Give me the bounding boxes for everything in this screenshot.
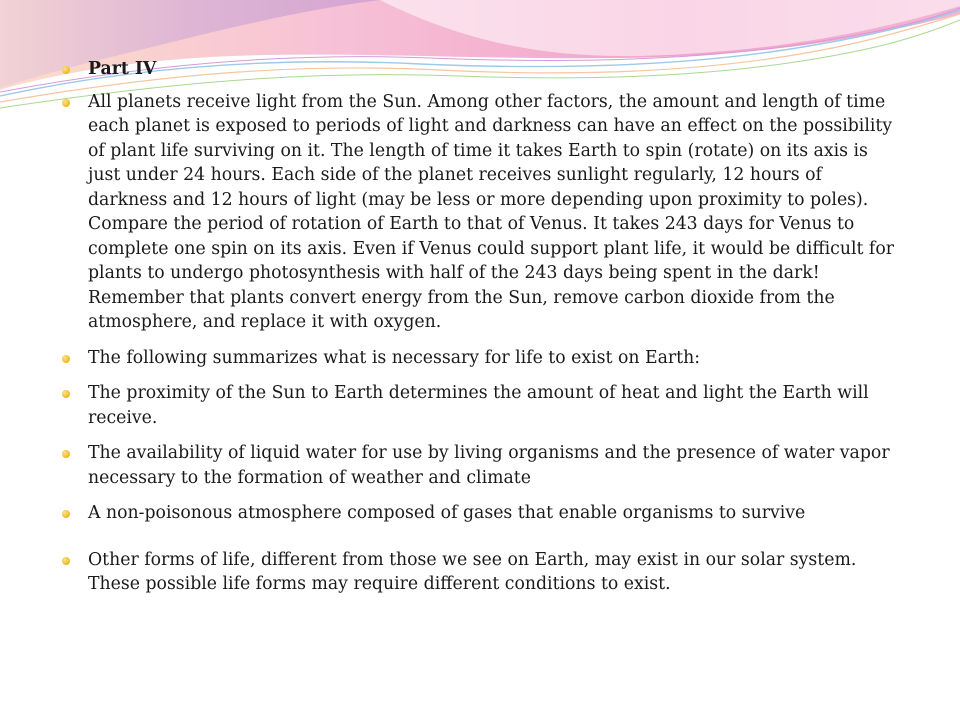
bullet-dot-icon — [62, 390, 70, 398]
bullet-text: The availability of liquid water for use by living organisms and the presence of water vapor necessary to the formation of weather and climate — [88, 443, 890, 488]
slide-body — [62, 57, 902, 608]
part-title: Part IV — [88, 59, 157, 79]
bullet-text: A non-poisonous atmosphere composed of gases that enable organisms to survive — [88, 503, 806, 523]
bullet-dot-icon — [62, 99, 70, 107]
bullet-dot-icon — [62, 355, 70, 363]
bullet-item — [62, 381, 902, 430]
bullet-text: All planets receive light from the Sun. Among other factors, the amount and length of time each planet is exposed to periods of light and darkness can have an effect on the possibility of plant life surviving on it. The length of time it takes Earth to spin (rotate) on its axis is just under 24 hours. Each side of the planet receives sunlight regularly, 12 hours of darkness and 12 hours of light (may be less or more depending upon proximity to poles). Compare the period of rotation of Earth to that of Venus. It takes 243 days for Venus to complete one spin on its axis. Even if Venus could support plant life, it would be difficult for plants to undergo photosynthesis with half of the 243 days being spent in the dark! Remember that plants convert energy from the Sun, remove carbon dioxide from the atmosphere, and replace it with oxygen. — [88, 91, 894, 332]
bullet-text: The following summarizes what is necessary for life to exist on Earth: — [88, 347, 701, 368]
bullet-text: Other forms of life, different from those we see on Earth, may exist in our solar system. These possible life forms may require different conditions to exist. — [88, 549, 857, 594]
bullet-dot-icon — [62, 450, 70, 458]
bullet-text: The proximity of the Sun to Earth determines the amount of heat and light the Earth will receive. — [88, 383, 869, 428]
bullet-dot-icon — [62, 557, 70, 565]
bullet-list — [62, 57, 902, 597]
bullet-item — [62, 501, 902, 526]
bullet-item — [62, 346, 902, 371]
bullet-item — [62, 57, 902, 82]
bullet-item — [62, 548, 902, 597]
bullet-dot-icon — [62, 66, 70, 74]
bullet-dot-icon — [62, 510, 70, 518]
bullet-item — [62, 441, 902, 490]
bullet-item — [62, 90, 902, 335]
